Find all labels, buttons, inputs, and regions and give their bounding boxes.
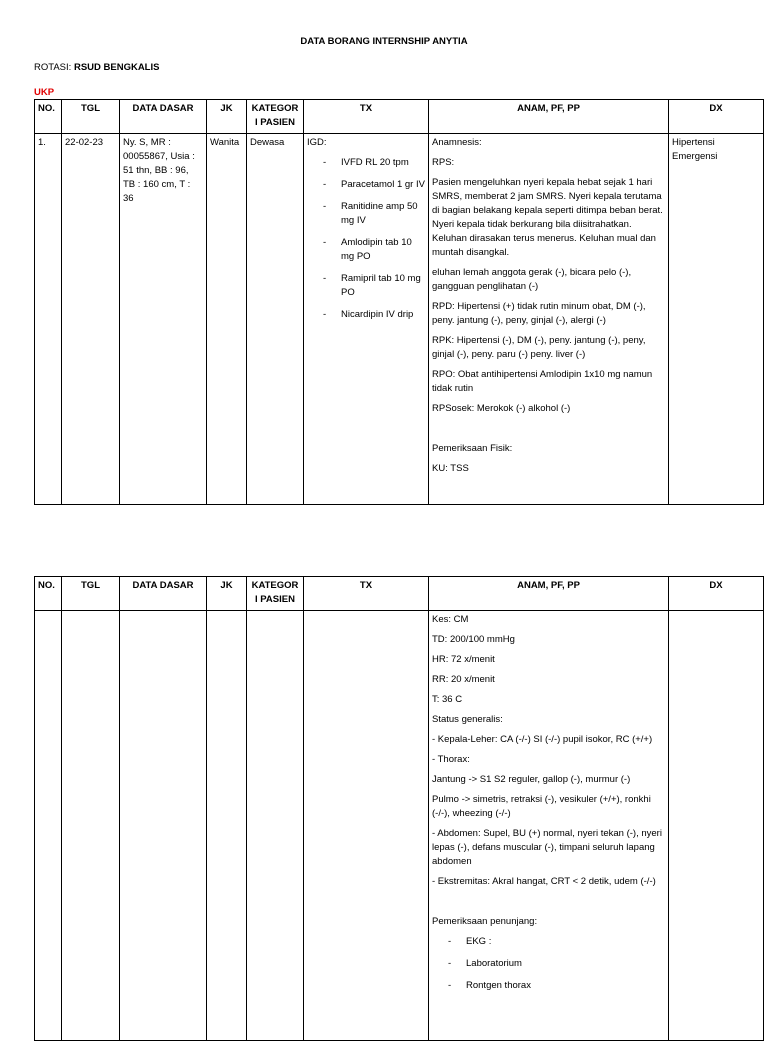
col-header-tgl: TGL xyxy=(62,100,120,134)
anam-line: RPS: xyxy=(432,157,455,168)
cell-dx xyxy=(669,611,764,1041)
list-item: - Nicardipin IV drip xyxy=(307,308,425,322)
cell-anam xyxy=(429,611,669,1041)
list-item: - Ramipril tab 10 mg PO xyxy=(307,272,425,300)
rotation-label: ROTASI: xyxy=(34,62,74,73)
cell-no: 1. xyxy=(35,134,62,505)
anam-line: - Thorax: xyxy=(432,754,470,765)
tx-list xyxy=(307,156,425,322)
anam-line: Pulmo -> simetris, retraksi (-), vesikuler (+/+), ronkhi (-/-), wheezing (-/-) xyxy=(432,794,651,819)
col-header-no: NO. xyxy=(35,100,62,134)
list-item: - Laboratorium xyxy=(432,957,665,971)
anam-line: Status generalis: xyxy=(432,714,503,725)
cell-kategori xyxy=(247,611,304,1041)
table-row xyxy=(35,134,764,505)
list-item: - EKG : xyxy=(432,935,665,949)
anam-line: RPSosek: Merokok (-) alkohol (-) xyxy=(432,403,571,414)
anam-line: RPO: Obat antihipertensi Amlodipin 1x10 mg namun tidak rutin xyxy=(432,369,653,394)
col-header-data-dasar: DATA DASAR xyxy=(120,100,207,134)
anam-line: - Ekstremitas: Akral hangat, CRT < 2 detik, udem (-/-) xyxy=(432,876,656,887)
anam-line: Pasien mengeluhkan nyeri kepala hebat sejak 1 hari SMRS, memberat 2 jam SMRS. Nyeri kepala terutama di bagian belakang kepala seperti ditimpa beban berat. Nyeri kepala tidak berkurang bila diisitrahatkan. Keluhan dirasakan terus menerus. Keluhan mual dan muntah disangkal. xyxy=(432,177,663,258)
col-header-anam: ANAM, PF, PP xyxy=(429,577,669,611)
table-header-row xyxy=(35,577,764,611)
anam-line: - Abdomen: Supel, BU (+) normal, nyeri tekan (-), nyeri lepas (-), defans muscular (-), timpani seluruh lapang abdomen xyxy=(432,828,662,867)
anam-line: Pemeriksaan penunjang: xyxy=(432,916,538,927)
anam-line: KU: TSS xyxy=(432,463,469,474)
list-item: - Amlodipin tab 10 mg PO xyxy=(307,236,425,264)
anam-line: TD: 200/100 mmHg xyxy=(432,634,515,645)
anam-line: Pemeriksaan Fisik: xyxy=(432,443,513,454)
cell-anam xyxy=(429,134,669,505)
col-header-tx: TX xyxy=(304,577,429,611)
section-label: UKP xyxy=(34,87,55,98)
cell-tx xyxy=(304,134,429,505)
tx-heading: IGD: xyxy=(307,137,327,148)
rotation-value: RSUD BENGKALIS xyxy=(73,62,160,73)
col-header-jk: JK xyxy=(207,577,247,611)
anam-line: - Kepala-Leher: CA (-/-) SI (-/-) pupil isokor, RC (+/+) xyxy=(432,734,653,745)
anam-line: eluhan lemah anggota gerak (-), bicara pelo (-), gangguan penglihatan (-) xyxy=(432,267,632,292)
cell-tgl: 22-02-23 xyxy=(62,134,120,505)
col-header-kategori: KATEGOR I PASIEN xyxy=(247,577,304,611)
list-item: - IVFD RL 20 tpm xyxy=(307,156,425,170)
list-item: - Paracetamol 1 gr IV xyxy=(307,178,425,192)
col-header-dx: DX xyxy=(669,100,764,134)
cell-data-dasar xyxy=(120,611,207,1041)
page-title: DATA BORANG INTERNSHIP ANYTIA xyxy=(300,36,468,47)
borang-table-2 xyxy=(34,576,764,1041)
anam-line: RPK: Hipertensi (-), DM (-), peny. jantung (-), peny, ginjal (-), peny. paru (-) peny. liver (-) xyxy=(432,335,646,360)
cell-dx: Hipertensi Emergensi xyxy=(669,134,764,505)
col-header-jk: JK xyxy=(207,100,247,134)
anam-line: T: 36 C xyxy=(432,694,463,705)
col-header-data-dasar: DATA DASAR xyxy=(120,577,207,611)
col-header-tgl: TGL xyxy=(62,577,120,611)
rotation-line xyxy=(34,62,159,73)
table-row xyxy=(35,611,764,1041)
col-header-dx: DX xyxy=(669,577,764,611)
cell-tx xyxy=(304,611,429,1041)
cell-tgl xyxy=(62,611,120,1041)
anam-line: Kes: CM xyxy=(432,614,469,625)
cell-data-dasar: Ny. S, MR : 00055867, Usia : 51 thn, BB : 96, TB : 160 cm, T : 36 xyxy=(120,134,207,505)
anam-line: RPD: Hipertensi (+) tidak rutin minum obat, DM (-), peny. jantung (-), peny, ginjal (-), alergi (-) xyxy=(432,301,646,326)
col-header-no: NO. xyxy=(35,577,62,611)
anam-line: Jantung -> S1 S2 reguler, gallop (-), murmur (-) xyxy=(432,774,631,785)
anam-line: HR: 72 x/menit xyxy=(432,654,495,665)
borang-table-1 xyxy=(34,99,764,505)
col-header-anam: ANAM, PF, PP xyxy=(429,100,669,134)
cell-jk xyxy=(207,611,247,1041)
cell-kategori: Dewasa xyxy=(247,134,304,505)
list-item: - Rontgen thorax xyxy=(432,979,665,993)
penunjang-list xyxy=(432,935,665,993)
anam-line: RR: 20 x/menit xyxy=(432,674,495,685)
col-header-kategori: KATEGOR I PASIEN xyxy=(247,100,304,134)
cell-jk: Wanita xyxy=(207,134,247,505)
col-header-tx: TX xyxy=(304,100,429,134)
table-header-row xyxy=(35,100,764,134)
cell-no xyxy=(35,611,62,1041)
list-item: - Ranitidine amp 50 mg IV xyxy=(307,200,425,228)
anam-line: Anamnesis: xyxy=(432,137,482,148)
